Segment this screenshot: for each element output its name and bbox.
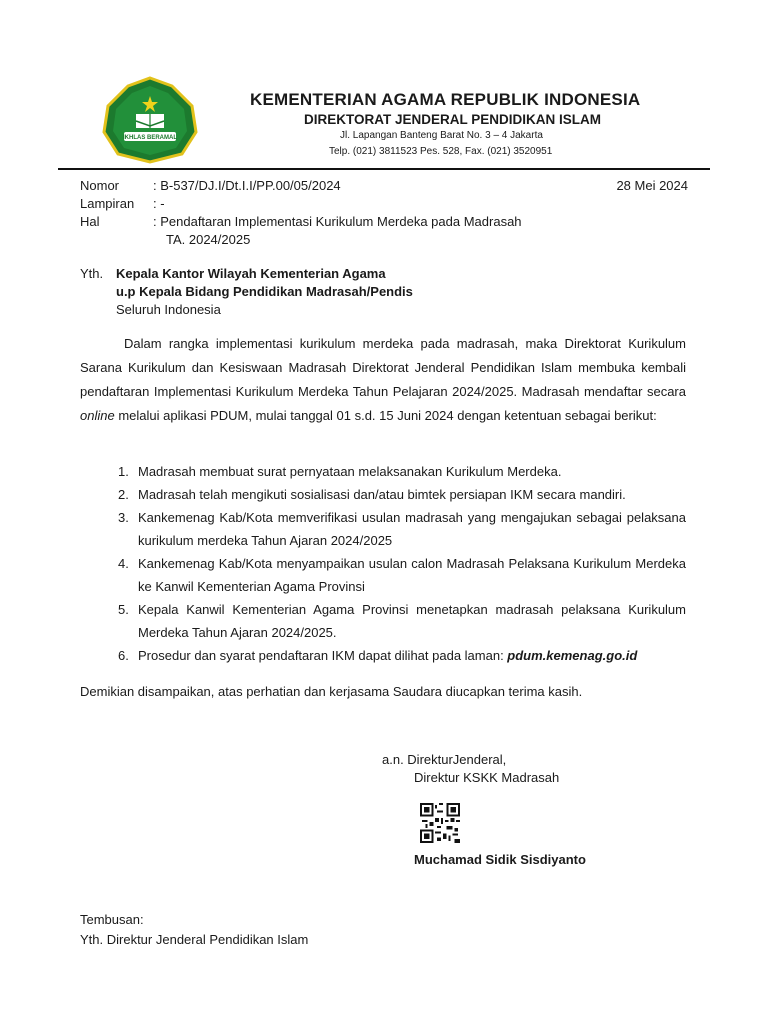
recipient-line-1: Kepala Kantor Wilayah Kementerian Agama (116, 266, 386, 281)
recipient-line-3: Seluruh Indonesia (116, 302, 221, 317)
address-line: Jl. Lapangan Banteng Barat No. 3 – 4 Jakarta (340, 130, 543, 141)
signature-line-1: a.n. DirekturJenderal, (382, 752, 507, 767)
lampiran-value: : - (153, 196, 165, 211)
nomor-label: Nomor (80, 178, 120, 193)
requirements-list (80, 460, 686, 667)
list-item: 2. Madrasah telah mengikuti sosialisasi dan/atau bimtek persiapan IKM secara mandiri. (118, 487, 626, 502)
tembusan-line-1: Yth. Direktur Jenderal Pendidikan Islam (80, 932, 309, 947)
list-item: 6. Prosedur dan syarat pendaftaran IKM dapat dilihat pada laman: pdum.kemenag.go.id (118, 648, 638, 663)
hal-value: : Pendaftaran Implementasi Kurikulum Merdeka pada Madrasah (153, 214, 522, 229)
qr-code-icon (420, 803, 460, 843)
directorate-title: DIREKTORAT JENDERAL PENDIDIKAN ISLAM (304, 112, 602, 127)
recipient-yth: Yth. (80, 266, 104, 281)
logo-text: IKHLAS BERAMAL (123, 135, 177, 141)
phone-line: Telp. (021) 3811523 Pes. 528, Fax. (021) 3520951 (329, 146, 553, 157)
hal-value-cont: TA. 2024/2025 (166, 232, 251, 247)
recipient-line-2: u.p Kepala Bidang Pendidikan Madrasah/Pendis (116, 284, 413, 299)
lampiran-label: Lampiran (80, 196, 135, 211)
hal-label: Hal (80, 214, 100, 229)
list-item: 5. Kepala Kanwil Kementerian Agama Provinsi menetapkan madrasah pelaksana Kurikulum Merdeka Tahun Ajaran 2024/2025. (118, 602, 686, 640)
closing-sentence: Demikian disampaikan, atas perhatian dan kerjasama Saudara diucapkan terima kasih. (80, 684, 583, 699)
body-paragraph (80, 332, 686, 428)
body-text-1: Dalam rangka implementasi kurikulum merdeka pada madrasah, maka Direktorat Kurikulum Sarana Kurikulum dan Kesiswaan Madrasah Direktorat Jenderal Pendidikan Islam membuka kembali pendaftaran Implementasi Kurikulum Merdeka Tahun Pelajaran 2024/2025. Madrasah mendaftar secara (80, 336, 686, 399)
signatory-name: Muchamad Sidik Sisdiyanto (414, 852, 586, 867)
ministry-title: KEMENTERIAN AGAMA REPUBLIK INDONESIA (250, 90, 641, 109)
tembusan-label: Tembusan: (80, 912, 144, 927)
body-text-2: melalui aplikasi PDUM, mulai tanggal 01 s.d. 15 Juni 2024 dengan ketentuan sebagai berikut: (114, 408, 657, 423)
header-divider (58, 168, 710, 170)
letter-date: 28 Mei 2024 (616, 178, 688, 193)
body-text-online: online (80, 408, 115, 423)
list-item: 4. Kankemenag Kab/Kota menyampaikan usulan calon Madrasah Pelaksana Kurikulum Merdeka ke Kanwil Kementerian Agama Provinsi (118, 556, 686, 594)
list-item: 3. Kankemenag Kab/Kota memverifikasi usulan madrasah yang mengajukan sebagai pelaksana kurikulum merdeka Tahun Ajaran 2024/2025 (118, 510, 686, 548)
nomor-value: : B-537/DJ.I/Dt.I.I/PP.00/05/2024 (153, 178, 341, 193)
kemenag-emblem-icon (100, 76, 200, 164)
signature-line-2: Direktur KSKK Madrasah (414, 770, 560, 785)
list-item: 1. Madrasah membuat surat pernyataan melaksanakan Kurikulum Merdeka. (118, 464, 562, 479)
pdum-link[interactable]: pdum.kemenag.go.id (507, 648, 638, 663)
